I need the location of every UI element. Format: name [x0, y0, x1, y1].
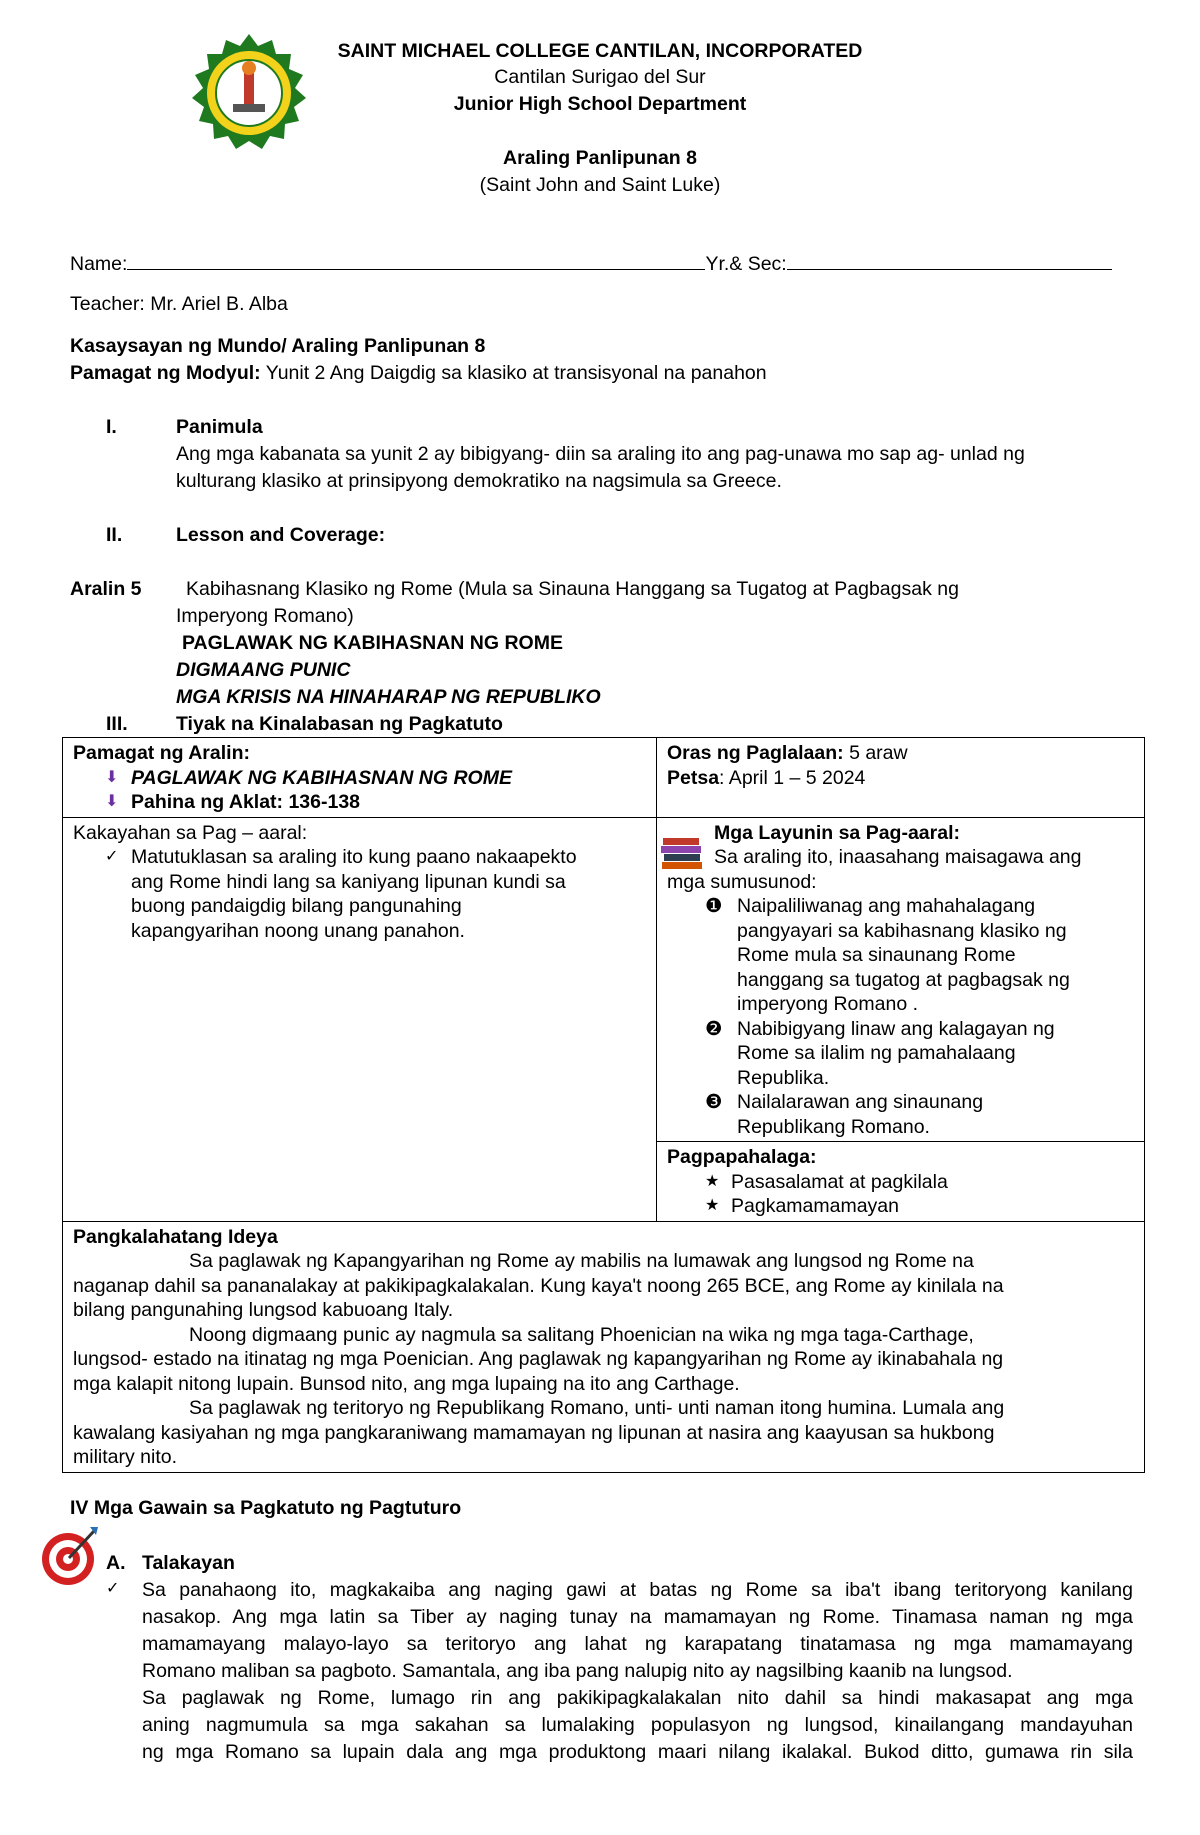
part-a-title: Talakayan [142, 1552, 235, 1574]
pamagat-item: PAGLAWAK NG KABIHASNAN NG ROME [131, 766, 512, 789]
talakayan-line: Sa paglawak ng Rome, lumago rin ang pakikipagkalakalan nito dahil sa hindi makasapat ang mga [142, 1687, 1133, 1709]
oras-cell [657, 738, 1145, 818]
department: Junior High School Department [453, 93, 747, 115]
pagpapahalaga-item [667, 1170, 1134, 1195]
name-row [70, 251, 1112, 276]
talakayan-line: Romano maliban sa pagboto. Samantala, ang iba pang nalupig nito ay nagsilbing kaanib na lungsod. [142, 1660, 1013, 1682]
topic-3: MGA KRISIS NA HINAHARAP NG REPUBLIKO [176, 686, 601, 708]
name-field[interactable] [127, 251, 705, 270]
ideya-line: mga kalapit nitong lupain. Bunsod nito, ang mga lupaing na ito ang Carthage. [73, 1372, 740, 1395]
name-label: Name: [70, 253, 128, 275]
checkmark-icon: ✓ [106, 1580, 120, 1597]
kakayahan-line: ang Rome hindi lang sa kaniyang lipunan kundi sa [131, 870, 566, 893]
kakayahan-line: buong pandaigdig bilang pangunahing [131, 895, 462, 917]
ideya-line: Sa paglawak ng teritoryo ng Republikang Romano, unti- unti naman itong humina. Lumala ang [189, 1397, 1005, 1419]
ideya-line: lungsod- estado na itinatag ng mga Poenician. Ang paglawak ng kapangyarihan ng Rome ay ikinabahala ng [73, 1348, 1004, 1370]
yr-sec-label: Yr.& Sec: [705, 253, 787, 275]
talakayan-line: mamamayang malayo-layo sa teritoryo ang lahat ng karapatang tinatamasa ng mga mamamayang [142, 1633, 1133, 1655]
books-icon [659, 832, 707, 872]
talakayan-body [142, 1577, 1133, 1766]
layunin-intro-1: Sa araling ito, inaasahang maisagawa ang [714, 846, 1082, 868]
layunin-line: Nailalarawan ang sinaunang [737, 1091, 984, 1113]
layunin-intro-2: mga sumusunod: [667, 870, 817, 893]
ideya-cell [63, 1221, 1145, 1472]
layunin-line: Republikang Romano. [737, 1115, 930, 1138]
yr-sec-field[interactable] [787, 251, 1112, 270]
target-icon [38, 1525, 100, 1587]
number-three-icon: ❸ [705, 1091, 723, 1113]
aralin-text-1: Kabihasnang Klasiko ng Rome (Mula sa Sinauna Hanggang sa Tugatog at Pagbagsak ng [186, 578, 959, 600]
pamagat-label: Pamagat ng Aralin: [73, 742, 250, 764]
subject-title: Araling Panlipunan 8 [503, 147, 697, 169]
pagpapahalaga-label: Pagpapahalaga: [667, 1146, 817, 1168]
course-title: Kasaysayan ng Mundo/ Araling Panlipunan 8 [70, 335, 486, 357]
ideya-line: Sa paglawak ng Kapangyarihan ng Rome ay mabilis na lumawak ang lungsod ng Rome na [189, 1250, 974, 1272]
layunin-line: imperyong Romano . [737, 993, 919, 1015]
topic-2: DIGMAANG PUNIC [176, 659, 351, 681]
section-i-body-2: kulturang klasiko at prinsipyong demokratiko na nagsimula sa Greece. [176, 470, 782, 492]
ideya-line: military nito. [73, 1446, 178, 1468]
pamagat-cell [63, 738, 657, 818]
kakayahan-label: Kakayahan sa Pag – aaral: [73, 821, 308, 844]
layunin-item-3 [667, 1090, 1134, 1139]
kakayahan-item [73, 845, 646, 943]
part-a-label: A. [106, 1552, 126, 1574]
arrow-bullet-icon: ⬇ [105, 793, 119, 810]
aralin-text-2: Imperyong Romano) [176, 605, 354, 627]
section-iii-title: Tiyak na Kinalabasan ng Pagkatuto [176, 713, 503, 735]
pagpapahalaga-item [667, 1194, 1134, 1219]
layunin-line: Republika. [737, 1066, 830, 1089]
pahina: Pahina ng Aklat: 136-138 [131, 791, 361, 813]
module-title-value: Yunit 2 Ang Daigdig sa klasiko at transisyonal na panahon [265, 362, 767, 384]
ideya-line: bilang pangunahing lungsod kabuoang Italy. [73, 1299, 454, 1321]
layunin-item-2 [667, 1017, 1134, 1091]
oras-label: Oras ng Paglalaan: [667, 742, 844, 764]
layunin-item-1 [667, 894, 1134, 1017]
kakayahan-cell [63, 817, 657, 1221]
oras-value: 5 araw [849, 742, 908, 764]
teacher-name: Teacher: Mr. Ariel B. Alba [70, 293, 288, 315]
layunin-line: Rome sa ilalim ng pamahalaang [737, 1042, 1016, 1064]
layunin-line: hanggang sa tugatog at pagbagsak ng [737, 968, 1070, 991]
layunin-line: Nabibigyang linaw ang kalagayan ng [737, 1017, 1055, 1040]
petsa-value: : April 1 – 5 2024 [719, 766, 866, 789]
layunin-cell [657, 817, 1145, 1142]
ideya-line: Noong digmaang punic ay nagmula sa salitang Phoenician na wika ng mga taga-Carthage, [189, 1323, 974, 1346]
talakayan-line: Sa panahaong ito, magkakaiba ang naging gawi at batas ng Rome sa iba't ibang teritoryong kanilang [142, 1579, 1133, 1601]
pamagat-item-row [73, 766, 646, 791]
layunin-line: Rome mula sa sinaunang Rome [737, 944, 1016, 966]
lesson-table [62, 737, 1145, 1473]
petsa-label: Petsa [667, 766, 720, 789]
sections: (Saint John and Saint Luke) [479, 174, 721, 196]
ideya-label: Pangkalahatang Ideya [73, 1225, 278, 1248]
talakayan-line: ng mga Romano sa lupain dala ang mga produktong maari nilang ikalakal. Bukod ditto, gumawa rin sila [142, 1741, 1133, 1763]
pagpapahalaga-text: Pasasalamat at pagkilala [731, 1170, 948, 1193]
school-location: Cantilan Surigao del Sur [494, 66, 706, 88]
layunin-line: Naipaliliwanag ang mahahalagang [737, 895, 1036, 917]
arrow-bullet-icon: ⬇ [105, 768, 119, 786]
pahina-row [73, 790, 646, 815]
ideya-line: naganap dahil sa pananalakay at pakikipagkalakalan. Kung kaya't noong 265 BCE, ang Rome ay kinilala na [73, 1274, 1004, 1297]
kakayahan-line: Matutuklasan sa araling ito kung paano nakaapekto [131, 846, 577, 868]
section-iii-number: III. [106, 713, 128, 735]
section-ii-number: II. [106, 524, 123, 546]
star-icon: ★ [705, 1172, 720, 1190]
pagpapahalaga-text: Pagkamamamayan [731, 1195, 899, 1217]
talakayan-line: nasakop. Ang mga latin sa Tiber ay naging tunay na mamamayan ng Rome. Tinamasa naman ng mga [142, 1606, 1133, 1628]
section-ii-title: Lesson and Coverage: [176, 524, 386, 546]
aralin-label: Aralin 5 [70, 578, 142, 600]
kakayahan-line: kapangyarihan noong unang panahon. [131, 919, 465, 942]
part-iv-title: IV Mga Gawain sa Pagkatuto ng Pagtuturo [70, 1497, 462, 1519]
section-i-number: I. [106, 416, 117, 438]
layunin-line: pangyayari sa kabihasnang klasiko ng [737, 919, 1067, 942]
number-one-icon: ❶ [705, 895, 723, 917]
checkmark-icon: ✓ [105, 848, 119, 865]
talakayan-line: aning nagmumula sa mga sakahan sa lumalaking populasyon ng lungsod, kinailangang mandayuhan [142, 1714, 1133, 1736]
star-icon: ★ [705, 1197, 720, 1214]
ideya-line: kawalang kasiyahan ng mga pangkaraniwang mamamayan ng lipunan at nasira ang kaayusan sa hukbong [73, 1421, 995, 1444]
school-name: SAINT MICHAEL COLLEGE CANTILAN, INCORPORATED [337, 40, 863, 62]
module-title-row [70, 362, 767, 385]
layunin-label: Mga Layunin sa Pag-aaral: [714, 821, 960, 844]
section-i-body-1: Ang mga kabanata sa yunit 2 ay bibigyang- diin sa araling ito ang pag-unawa mo sap ag- unlad ng [176, 443, 1025, 465]
number-two-icon: ❷ [705, 1017, 723, 1040]
pagpapahalaga-cell [657, 1142, 1145, 1222]
module-title-label: Pamagat ng Modyul: [70, 362, 261, 384]
section-i-title: Panimula [176, 416, 263, 438]
topic-1: PAGLAWAK NG KABIHASNAN NG ROME [182, 632, 563, 654]
